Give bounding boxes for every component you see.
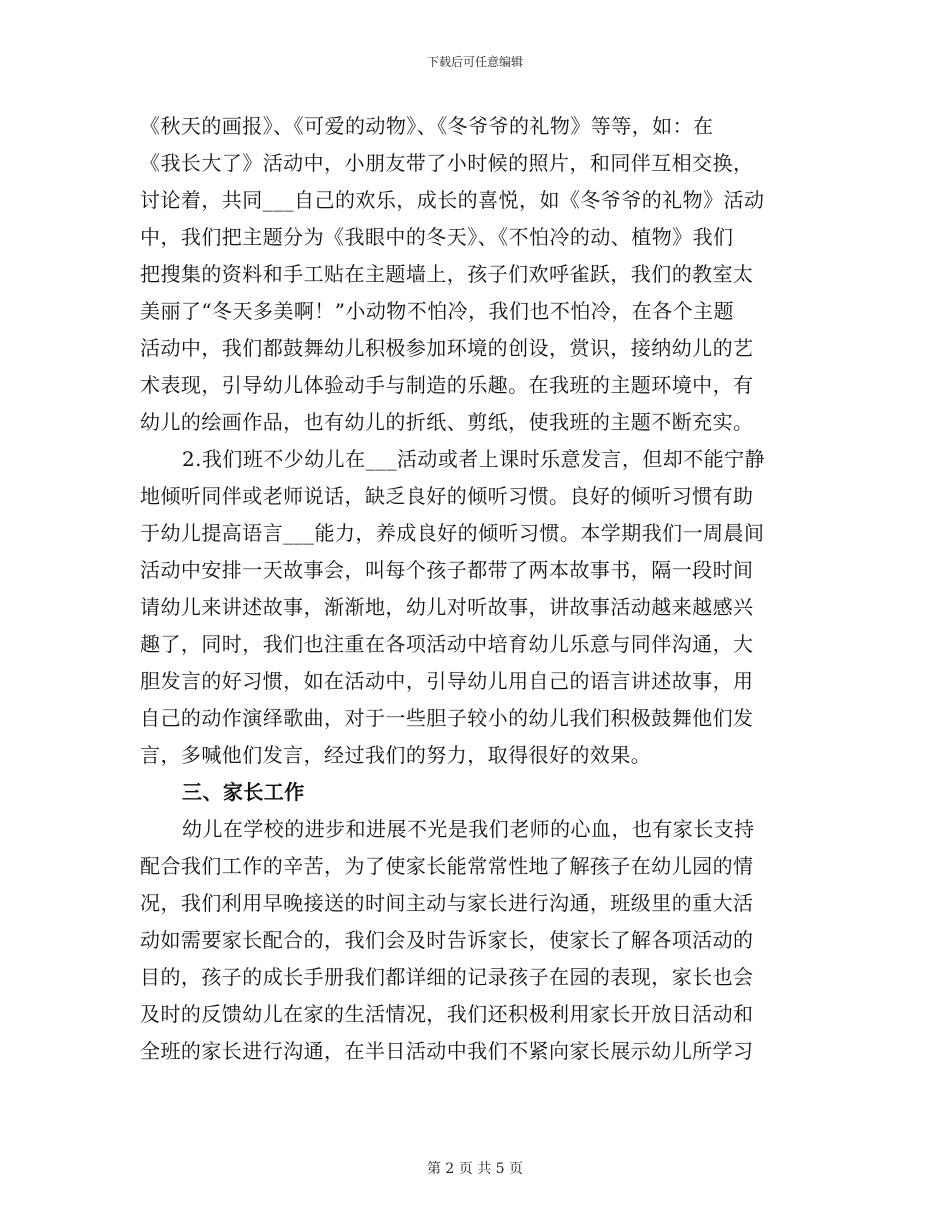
text-line: 活动中，我们都鼓舞幼儿积极参加环境的创设，赏识，接纳幼儿的艺 (140, 336, 754, 360)
text-line: 言，多喊他们发言，经过我们的努力，取得很好的效果。 (140, 743, 652, 767)
paragraph-listening-habits (140, 441, 820, 774)
text-line: 况，我们利用早晚接送的时间主动与家长进行沟通，班级里的重大活 (140, 891, 754, 915)
paragraph-themes (140, 108, 820, 441)
paragraph-parent-work (140, 811, 820, 1070)
text-line: 地倾听同伴或老师说话，缺乏良好的倾听习惯。良好的倾听习惯有助 (140, 484, 754, 508)
text-line: 幼儿在学校的进步和进展不光是我们老师的心血，也有家长支持 (182, 817, 755, 841)
section-heading: 三、家长工作 (182, 780, 305, 804)
text-line: 及时的反馈幼儿在家的生活情况，我们还积极利用家长开放日活动和 (140, 1002, 754, 1026)
page-number: 第 2 页 共 5 页 (426, 1161, 524, 1177)
text-line: 把搜集的资料和手工贴在主题墙上，孩子们欢呼雀跃，我们的教室太 (140, 262, 754, 286)
text-line: 全班的家长进行沟通，在半日活动中我们不紧向家长展示幼儿所学习 (140, 1039, 754, 1063)
header-note: 下载后可任意编辑 (426, 55, 523, 69)
text-line: 术表现，引导幼儿体验动手与制造的乐趣。在我班的主题环境中，有 (140, 373, 754, 397)
text-line: 配合我们工作的辛苦，为了使家长能常常性地了解孩子在幼儿园的情 (140, 854, 754, 878)
text-line: 活动中安排一天故事会，叫每个孩子都带了两本故事书，隔一段时间 (140, 558, 754, 582)
text-line: 于幼儿提高语言___能力，养成良好的倾听习惯。本学期我们一周晨间 (140, 521, 765, 545)
text-line: 讨论着，共同___自己的欢乐，成长的喜悦，如《冬爷爷的礼物》活动 (140, 188, 765, 212)
text-line: 趣了，同时，我们也注重在各项活动中培育幼儿乐意与同伴沟通，大 (140, 632, 754, 656)
text-line: 《我长大了》活动中，小朋友带了小时候的照片，和同伴互相交换， (140, 151, 754, 175)
text-line: 幼儿的绘画作品，也有幼儿的折纸、剪纸，使我班的主题不断充实。 (140, 410, 754, 434)
document-body (140, 108, 820, 1070)
text-line: 《秋天的画报》、《可爱的动物》、《冬爷爷的礼物》等等，如：在 (140, 114, 714, 138)
text-line: 2.我们班不少幼儿在___活动或者上课时乐意发言，但却不能宁静 (182, 447, 766, 471)
text-line: 自己的动作演绎歌曲，对于一些胆子较小的幼儿我们积极鼓舞他们发 (140, 706, 754, 730)
text-line: 目的，孩子的成长手册我们都详细的记录孩子在园的表现，家长也会 (140, 965, 754, 989)
text-line: 动如需要家长配合的，我们会及时告诉家长，使家长了解各项活动的 (140, 928, 754, 952)
text-line: 请幼儿来讲述故事，渐渐地，幼儿对听故事，讲故事活动越来越感兴 (140, 595, 754, 619)
text-line: 美丽了“冬天多美啊！”小动物不怕冷，我们也不怕冷，在各个主题 (140, 299, 734, 323)
text-line: 中，我们把主题分为《我眼中的冬天》、《不怕冷的动、植物》我们 (140, 225, 734, 249)
text-line: 胆发言的好习惯，如在活动中，引导幼儿用自己的语言讲述故事，用 (140, 669, 754, 693)
